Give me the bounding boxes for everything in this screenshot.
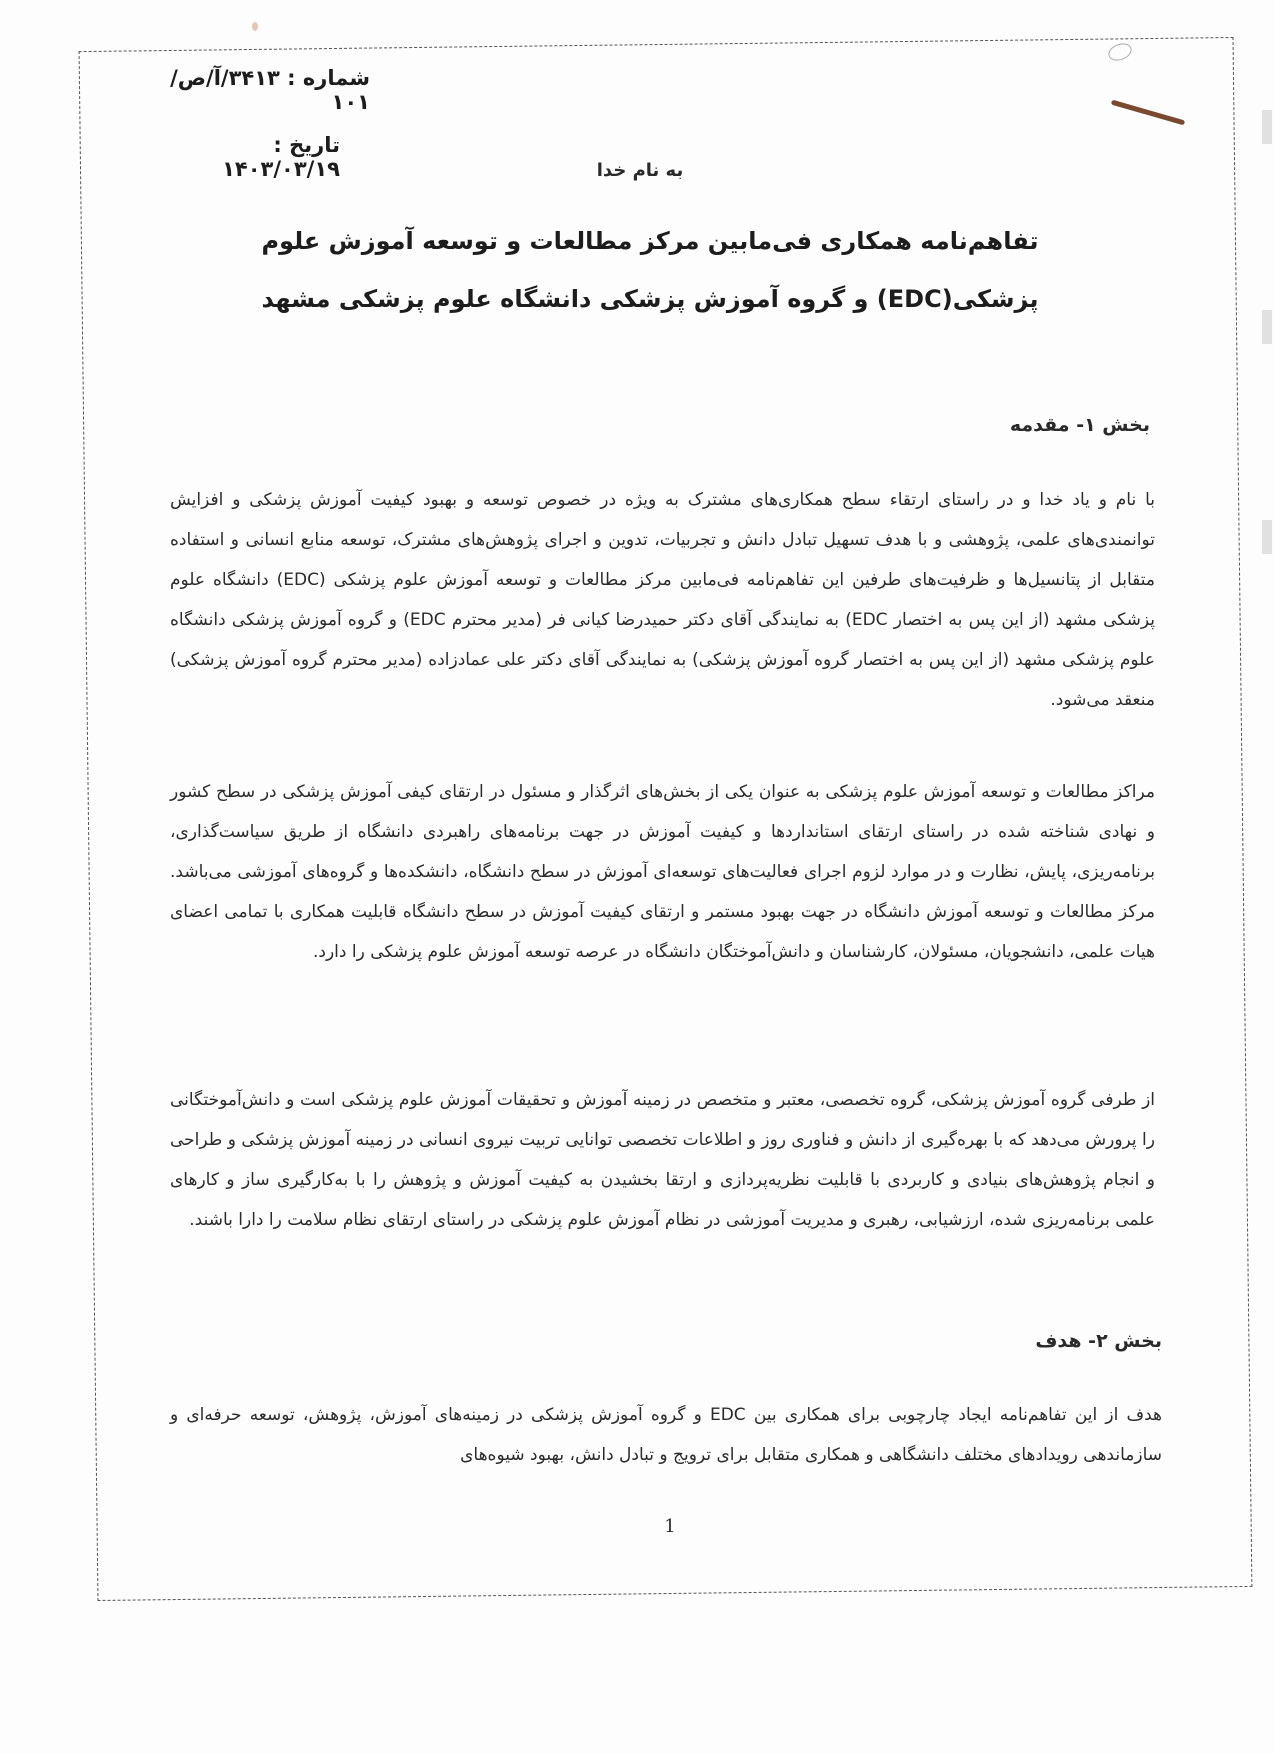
section-heading-introduction: بخش ۱- مقدمه bbox=[1009, 414, 1150, 436]
paragraph: با نام و یاد خدا و در راستای ارتقاء سطح همکاری‌های مشترک به ویژه در خصوص توسعه و بهبود کیفیت آموزش پزشکی و افزایش توانمندی‌های علمی، پژوهشی و با هدف تسهیل تبادل دانش و تجربیات، تدوین و اجرای پژوهش‌های مشترک، توسعه منابع انسانی و استفاده متقابل از پتانسیل‌ها و ظرفیت‌های طرفین این تفاهم‌نامه فی‌مابین مرکز مطالعات و توسعه آموزش علوم پزشکی (EDC) دانشگاه علوم پزشکی مشهد (از این پس به اختصار EDC) به نمایندگی آقای دکتر حمیدرضا کیانی فر (مدیر محترم EDC) و گروه آموزش پزشکی دانشگاه علوم پزشکی مشهد (از این پس به اختصار گروه آموزش پزشکی) به نمایندگی آقای دکتر علی عمادزاده (مدیر محترم گروه آموزش پزشکی) منعقد می‌شود. bbox=[170, 490, 1155, 710]
basmala: به نام خدا bbox=[596, 160, 684, 181]
paragraph: از طرفی گروه آموزش پزشکی، گروه تخصصی، معتبر و متخصص در زمینه آموزش و تحقیقات آموزش علوم پزشکی است و دانش‌آموختگانی را پرورش می‌دهد که با بهره‌گیری از دانش و فناوری روز و اطلاعات تخصصی توانایی تربیت نیروی انسانی در زمینه آموزش پزشکی و طراحی و انجام پژوهش‌های بنیادی و کاربردی با قابلیت نظریه‌پردازی و ارتقا بخشیدن به کیفیت آموزش و پژوهش را با به‌کارگیری ساز و کارهای علمی برنامه‌ریزی شده، ارزشیابی، رهبری و مدیریت آموزشی در نظام آموزش علوم پزشکی در راستای ارتقای نظام سلامت را دارا باشند. bbox=[170, 1090, 1155, 1230]
section-heading-goal: بخش ۲- هدف bbox=[1035, 1330, 1162, 1352]
scan-smudge bbox=[1262, 310, 1272, 344]
scan-smudge bbox=[1262, 110, 1272, 144]
document-title: تفاهم‌نامه همکاری فی‌مابین مرکز مطالعات و توسعه آموزش علوم پزشکی(EDC) و گروه آموزش پزشکی دانشگاه علوم پزشکی مشهد bbox=[261, 227, 1039, 313]
paragraph: هدف از این تفاهم‌نامه ایجاد چارچوبی برای همکاری بین EDC و گروه آموزش پزشکی در زمینه‌های آموزش، پژوهش، توسعه حرفه‌ای و سازماندهی رویدادهای مختلف دانشگاهی و همکاری متقابل برای ترویج و تبادل دانش، بهبود شیوه‌های bbox=[170, 1405, 1163, 1465]
scan-speck bbox=[252, 22, 258, 31]
letter-date: تاریخ : ۱۴۰۳/۰۳/۱۹ bbox=[222, 133, 340, 181]
scan-smudge bbox=[1262, 520, 1272, 554]
page-number: 1 bbox=[664, 1516, 676, 1537]
paragraph: مراکز مطالعات و توسعه آموزش علوم پزشکی به عنوان یکی از بخش‌های اثرگذار و مسئول در ارتقای کیفی آموزش پزشکی در سطح کشور و نهادی شناخته شده در راستای ارتقای استانداردها و کیفیت آموزش در جهت برنامه‌های راهبردی دانشگاه از طریق سیاست‌گذاری، برنامه‌ریزی، پایش، نظارت و در موارد لزوم اجرای فعالیت‌های توسعه‌ای آموزش در سطح دانشگاه، دانشکده‌ها و گروه‌های آموزشی می‌باشد. مرکز مطالعات و توسعه آموزش دانشگاه در جهت بهبود مستمر و ارتقای کیفیت آموزش در سطح دانشگاه قابلیت همکاری با تمامی اعضای هیات علمی، دانشجویان، مسئولان، کارشناسان و دانش‌آموختگان دانشگاه در عرصه توسعه آموزش علوم پزشکی را دارد. bbox=[170, 782, 1155, 962]
letter-number: شماره : ۳۴۱۳/آ/ص/۱۰۱ bbox=[170, 66, 370, 114]
